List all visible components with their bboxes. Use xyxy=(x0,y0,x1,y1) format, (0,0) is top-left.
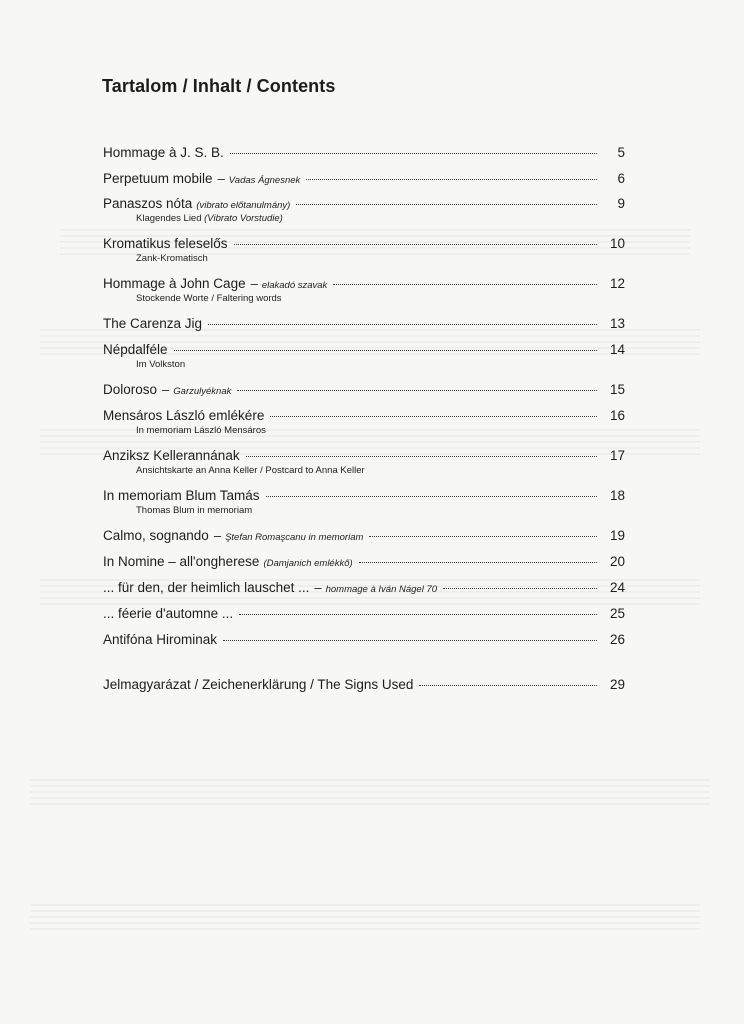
dash-separator: – xyxy=(314,580,322,595)
dot-leader xyxy=(333,283,597,285)
entry-title: Népdalféle xyxy=(103,342,168,357)
toc-entry[interactable] xyxy=(103,145,625,163)
dash-separator: – xyxy=(217,171,225,186)
entry-title: The Carenza Jig xyxy=(103,316,203,331)
dot-leader xyxy=(234,243,597,245)
toc-entry[interactable] xyxy=(103,606,625,624)
entry-dedication: Ştefan Romaşcanu in memoriam xyxy=(225,532,364,543)
entry-dedication: Vadas Ágnesnek xyxy=(228,175,301,186)
entry-dedication: elakadó szavak xyxy=(261,280,328,291)
entry-subtitle: Thomas Blum in memoriam xyxy=(136,505,253,516)
dot-leader xyxy=(208,323,597,325)
page-number: 9 xyxy=(617,196,625,211)
page-number: 20 xyxy=(609,554,625,569)
toc-entry[interactable] xyxy=(103,448,625,476)
page-number: 5 xyxy=(617,145,625,160)
dot-leader xyxy=(296,203,597,205)
dot-leader xyxy=(369,535,597,537)
entry-title: Mensáros László emlékére xyxy=(103,408,265,423)
entry-title: Calmo, sognando xyxy=(103,528,209,543)
entry-subtitle: Im Volkston xyxy=(136,359,186,370)
entry-title: Doloroso xyxy=(103,382,158,397)
subtitle-text: Klagendes Lied xyxy=(136,213,202,224)
subtitle-italic: (Vibrato Vorstudie) xyxy=(204,213,283,224)
toc-entry[interactable] xyxy=(103,382,625,400)
page-number: 15 xyxy=(609,382,625,397)
entry-title: In memoriam Blum Tamás xyxy=(103,488,260,503)
dot-leader xyxy=(239,613,597,615)
entry-title: Perpetuum mobile xyxy=(103,171,213,186)
dot-leader xyxy=(359,561,597,563)
dot-leader xyxy=(443,587,597,589)
toc-entry[interactable] xyxy=(103,171,625,189)
entry-title: Kromatikus feleselős xyxy=(103,236,228,251)
entry-parenthetical: (vibrato előtanulmány) xyxy=(196,200,291,211)
page-number: 18 xyxy=(609,488,625,503)
page-number: 10 xyxy=(609,236,625,251)
page-number: 12 xyxy=(609,276,625,291)
page-number: 14 xyxy=(609,342,625,357)
entry-title: In Nomine – all'ongherese xyxy=(103,554,260,569)
entry-dedication: Garzulyéknak xyxy=(173,386,232,397)
entry-title: Hommage à J. S. B. xyxy=(103,145,224,160)
toc-entry[interactable] xyxy=(103,677,625,695)
dot-leader xyxy=(306,178,597,180)
page-number: 17 xyxy=(609,448,625,463)
dash-separator: – xyxy=(213,528,222,543)
entry-title: Antifóna Hirominak xyxy=(103,632,218,647)
entry-subtitle xyxy=(136,213,625,224)
page-number: 6 xyxy=(617,171,625,186)
dot-leader xyxy=(266,495,597,497)
toc-entry[interactable] xyxy=(103,554,625,572)
entry-title: Hommage à John Cage xyxy=(103,276,246,291)
entry-dedication: hommage à Iván Nágel 70 xyxy=(325,584,438,595)
toc-entry[interactable] xyxy=(103,632,625,650)
page-title: Tartalom / Inhalt / Contents xyxy=(102,76,336,96)
entry-title: Panaszos nóta xyxy=(103,196,193,211)
dot-leader xyxy=(270,415,597,417)
dot-leader xyxy=(419,684,597,686)
toc-entry[interactable] xyxy=(103,488,625,516)
entry-subtitle: Zank-Kromatisch xyxy=(136,253,208,264)
dot-leader xyxy=(230,152,597,154)
dot-leader xyxy=(174,349,597,351)
entry-subtitle: In memoriam László Mensáros xyxy=(136,425,266,436)
toc-entry[interactable] xyxy=(103,316,625,334)
toc-entry[interactable] xyxy=(103,196,625,224)
toc-entry[interactable] xyxy=(103,528,625,546)
page-number: 29 xyxy=(609,677,625,692)
toc-entry[interactable] xyxy=(103,408,625,436)
toc-entry[interactable] xyxy=(103,276,625,304)
dot-leader xyxy=(223,639,597,641)
ghost-staff xyxy=(30,905,700,929)
page-number: 19 xyxy=(609,528,625,543)
page-number: 16 xyxy=(609,408,625,423)
toc-entry[interactable] xyxy=(103,580,625,598)
dash-separator: – xyxy=(250,276,258,291)
page-number: 13 xyxy=(609,316,625,331)
toc-entry[interactable] xyxy=(103,236,625,264)
dot-leader xyxy=(237,389,597,391)
page-number: 25 xyxy=(609,606,625,621)
entry-title: Anziksz Kellerannának xyxy=(103,448,240,463)
entry-subtitle: Ansichtskarte an Anna Keller / Postcard to Anna Keller xyxy=(136,465,365,476)
toc-entry[interactable] xyxy=(103,342,625,370)
entry-parenthetical: (Damjanich emlékkő) xyxy=(263,558,353,569)
page-number: 26 xyxy=(609,632,625,647)
entry-title: ... féerie d'automne ... xyxy=(103,606,234,621)
entry-subtitle: Stockende Worte / Faltering words xyxy=(136,293,282,304)
ghost-staff xyxy=(30,780,710,804)
entry-title: Jelmagyarázat / Zeichenerklärung / The Signs Used xyxy=(103,677,414,692)
dot-leader xyxy=(246,455,597,457)
page-number: 24 xyxy=(609,580,625,595)
entry-title: ... für den, der heimlich lauschet ... xyxy=(103,580,310,595)
dash-separator: – xyxy=(162,382,170,397)
